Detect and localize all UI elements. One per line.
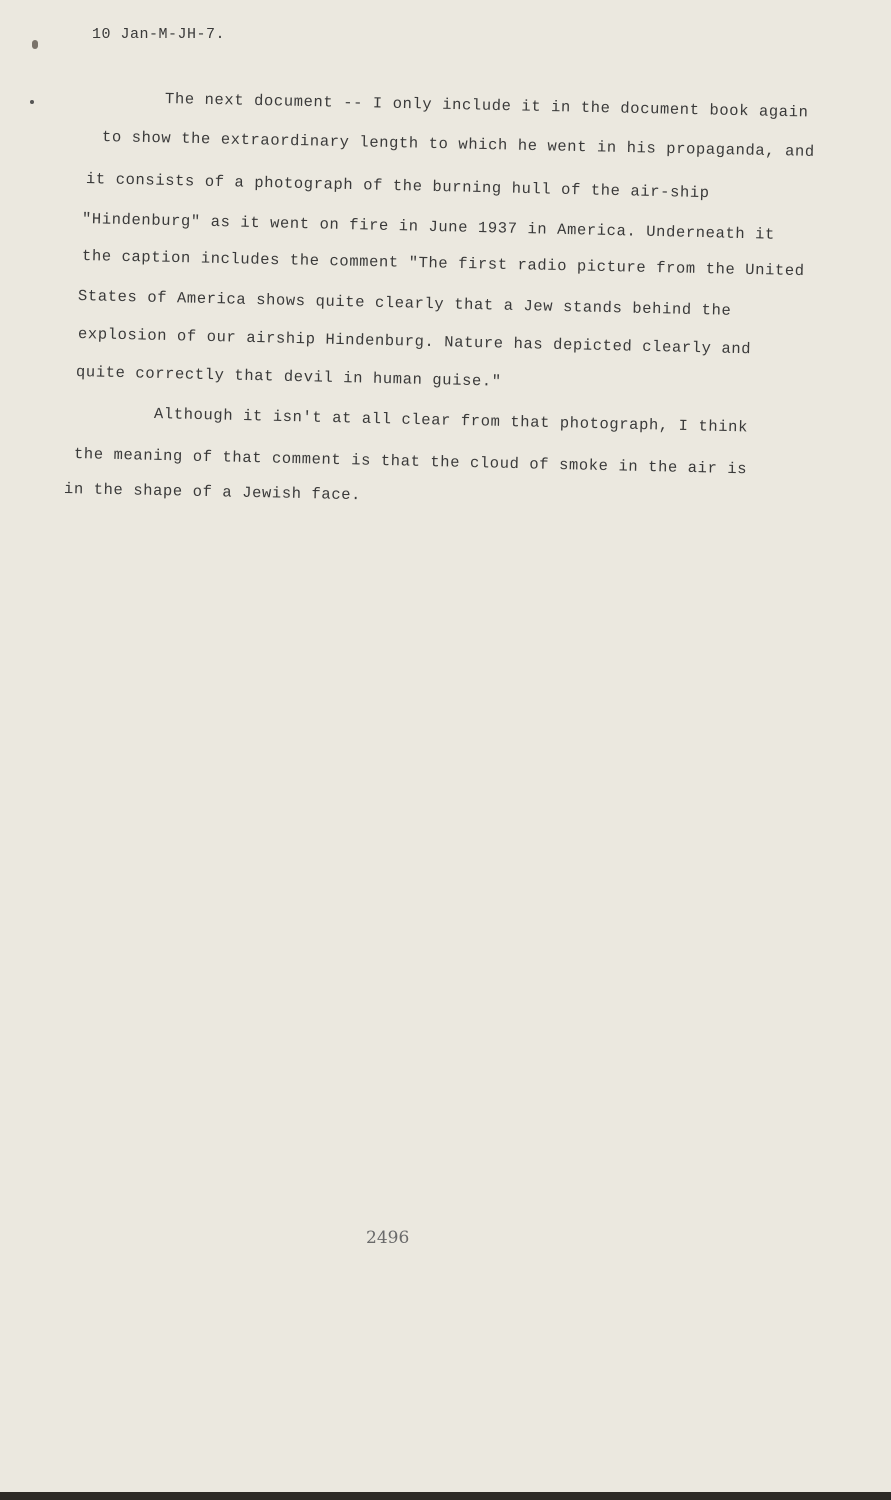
paragraph-2-line-1: Although it isn't at all clear from that photograph, I think: [153, 405, 749, 437]
document-reference: 10 Jan-M-JH-7.: [92, 26, 226, 43]
paragraph-1-line-3: it consists of a photograph of the burning hull of the air-ship: [85, 170, 710, 203]
paragraph-2-line-2: the meaning of that comment is that the cloud of smoke in the air is: [73, 445, 748, 479]
margin-ink-mark: [32, 40, 38, 49]
paragraph-1-line-5: the caption includes the comment "The first radio picture from the United: [81, 247, 805, 281]
page-number: 2496: [366, 1228, 410, 1248]
paragraph-1-line-7: explosion of our airship Hindenburg. Nature has depicted clearly and: [77, 325, 752, 359]
paragraph-1-line-4: "Hindenburg" as it went on fire in June 1937 in America. Underneath it: [81, 210, 776, 244]
scan-bottom-edge: [0, 1492, 891, 1500]
paragraph-1-line-8: quite correctly that devil in human guise.": [75, 363, 502, 391]
paragraph-1-line-1: The next document -- I only include it in the document book again: [164, 90, 809, 122]
paragraph-2-line-3: in the shape of a Jewish face.: [63, 480, 362, 505]
paragraph-1-line-2: to show the extraordinary length to which he went in his propaganda, and: [101, 128, 815, 161]
margin-ink-dot: [30, 100, 34, 104]
paragraph-1-line-6: States of America shows quite clearly that a Jew stands behind the: [77, 287, 732, 320]
